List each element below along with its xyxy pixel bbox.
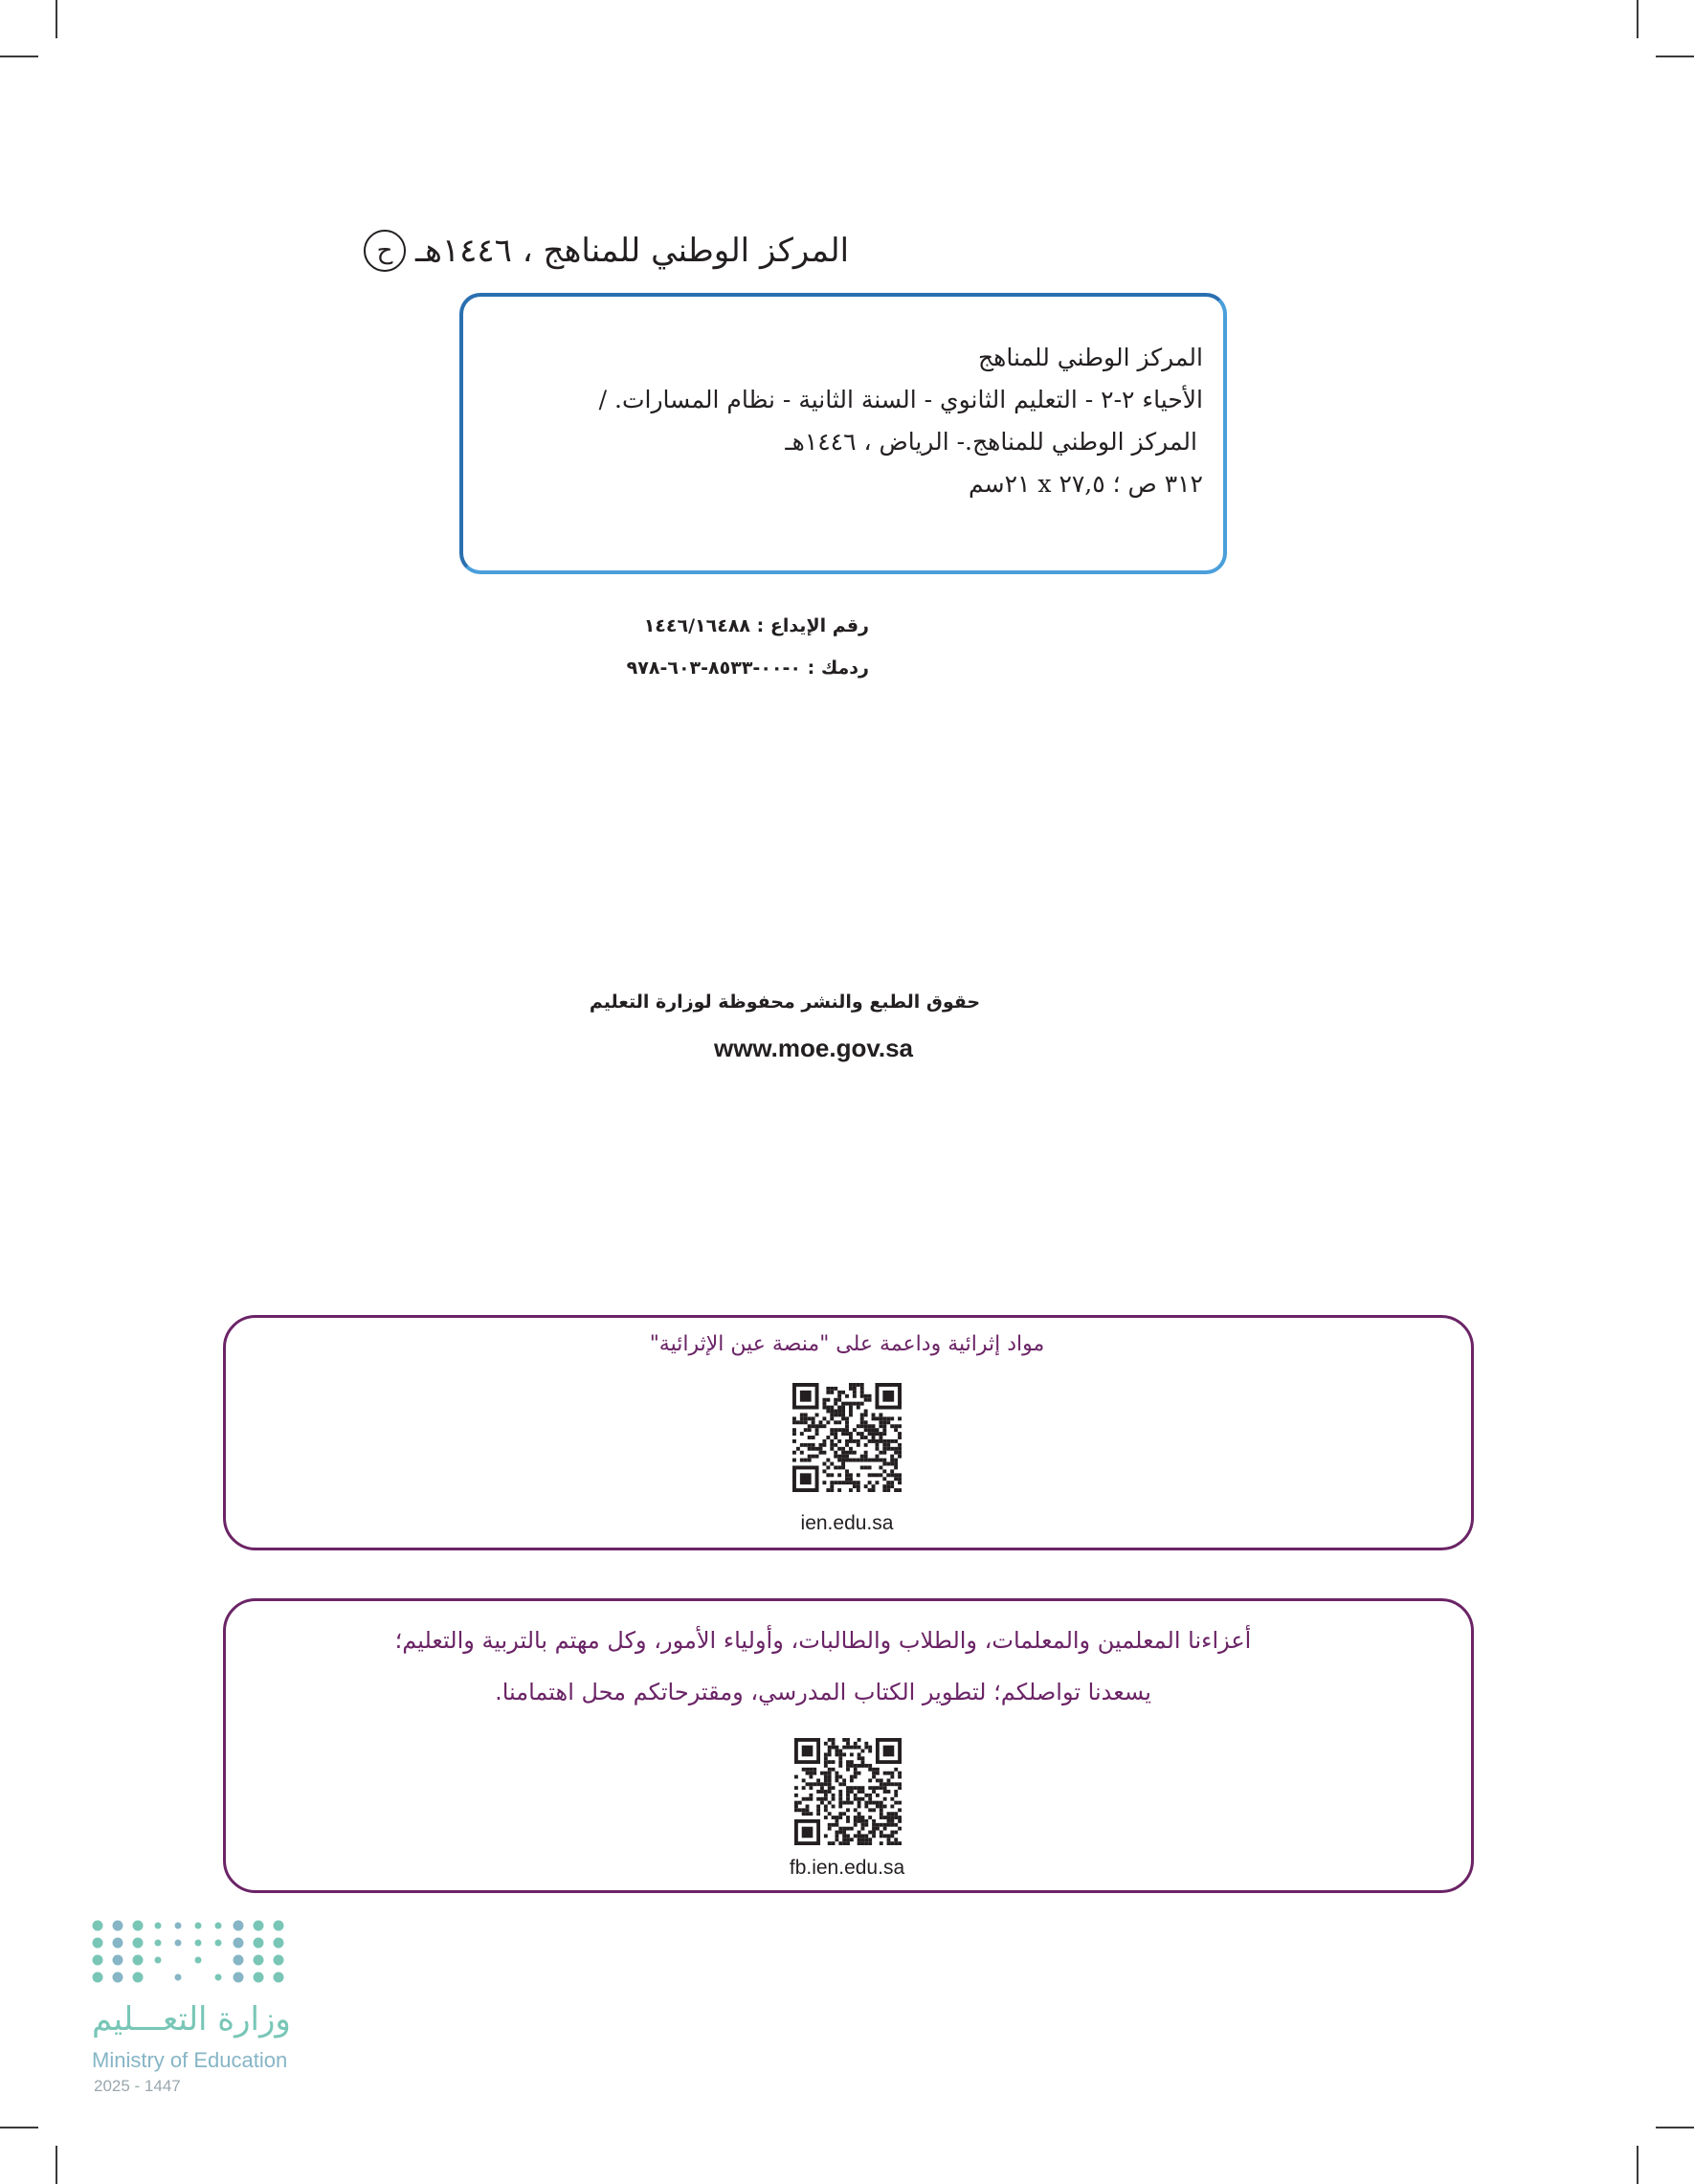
deposit-number: رقم الإيداع : ١٤٤٦/١٦٤٨٨ (643, 615, 869, 636)
crop-mark (56, 2146, 57, 2184)
logo-dot (155, 1940, 162, 1947)
feedback-qr-code-icon[interactable] (794, 1738, 902, 1845)
catalog-line: الأحياء ٢-٢ - التعليم الثانوي - السنة الثانية - نظام المسارات. / (598, 386, 1203, 413)
deposit-block (390, 605, 869, 689)
catalog-line: المركز الوطني للمناهج.- الرياض ، ١٤٤٦هـ (785, 428, 1197, 456)
logo-dot (93, 1921, 103, 1931)
catalog-line: المركز الوطني للمناهج (978, 344, 1203, 371)
logo-dot (133, 1972, 144, 1983)
copyright-text: المركز الوطني للمناهج ، ١٤٤٦هـ (415, 232, 850, 270)
logo-dot (274, 1938, 284, 1949)
logo-dot (195, 1923, 202, 1929)
logo-dot (234, 1921, 244, 1931)
logo-dot (175, 1923, 182, 1929)
rights-notice: حقوق الطبع والنشر محفوظة لوزارة التعليم (589, 992, 981, 1013)
ministry-logo-english: Ministry of Education (92, 2048, 288, 2072)
logo-dot (175, 1974, 182, 1981)
logo-dot (234, 1972, 244, 1983)
ien-box-title: مواد إثرائية وداعمة على "منصة عين الإثرائية" (649, 1332, 1045, 1356)
logo-dot (254, 1938, 264, 1949)
logo-dot (133, 1921, 144, 1931)
ministry-logo-arabic: وزارة التعـــليم (92, 2000, 291, 2039)
logo-dot (215, 1974, 222, 1981)
logo-dot (113, 1972, 123, 1983)
logo-dot (215, 1940, 222, 1947)
feedback-line: أعزاءنا المعلمين والمعلمات، والطلاب والطالبات، وأولياء الأمور، وكل مهتم بالتربية والتعليم؛ (394, 1627, 1252, 1654)
crop-mark (1637, 0, 1638, 38)
crop-mark (1656, 56, 1694, 57)
website-link[interactable]: www.moe.gov.sa (713, 1034, 914, 1062)
logo-dot (93, 1938, 103, 1949)
feedback-line: يسعدنا تواصلكم؛ لتطوير الكتاب المدرسي، ومقترحاتكم محل اهتمامنا. (495, 1679, 1151, 1705)
feedback-url[interactable]: fb.ien.edu.sa (789, 1857, 905, 1879)
copyright-line (364, 228, 1225, 274)
logo-dot (133, 1955, 144, 1966)
crop-mark (1656, 2127, 1694, 2128)
logo-dot (175, 1940, 182, 1947)
logo-dot (155, 1957, 162, 1964)
copyright-symbol: ح (364, 230, 406, 272)
logo-dot (215, 1923, 222, 1929)
logo-dot (195, 1940, 202, 1947)
logo-dot (254, 1921, 264, 1931)
ministry-logo-year: 2025 - 1447 (94, 2077, 181, 2095)
logo-dot (113, 1955, 123, 1966)
logo-dot (113, 1921, 123, 1931)
catalog-line: ٣١٢ ص ؛ ٢٧,٥ x ٢١سم (968, 470, 1203, 498)
logo-dot (93, 1972, 103, 1983)
ien-qr-code-icon[interactable] (792, 1383, 902, 1492)
crop-mark (56, 0, 57, 38)
logo-dot (93, 1955, 103, 1966)
crop-mark (1637, 2146, 1638, 2184)
logo-dot (195, 1957, 202, 1964)
logo-dot (274, 1921, 284, 1931)
logo-dot (155, 1923, 162, 1929)
logo-dot (274, 1955, 284, 1966)
isbn-number: ردمك : ٠-٠٠-٨٥٣٣-٦٠٣-٩٧٨ (626, 657, 869, 679)
crop-mark (0, 2127, 38, 2128)
logo-dot (254, 1972, 264, 1983)
crop-mark (0, 56, 38, 57)
ien-url[interactable]: ien.edu.sa (800, 1512, 894, 1534)
logo-dot (234, 1955, 244, 1966)
logo-dot (133, 1938, 144, 1949)
catalog-entry (514, 337, 1203, 505)
logo-dot (254, 1955, 264, 1966)
logo-dot (274, 1972, 284, 1983)
logo-dot (113, 1938, 123, 1949)
ministry-logo-dots-icon (92, 1918, 302, 1995)
logo-dot (234, 1938, 244, 1949)
